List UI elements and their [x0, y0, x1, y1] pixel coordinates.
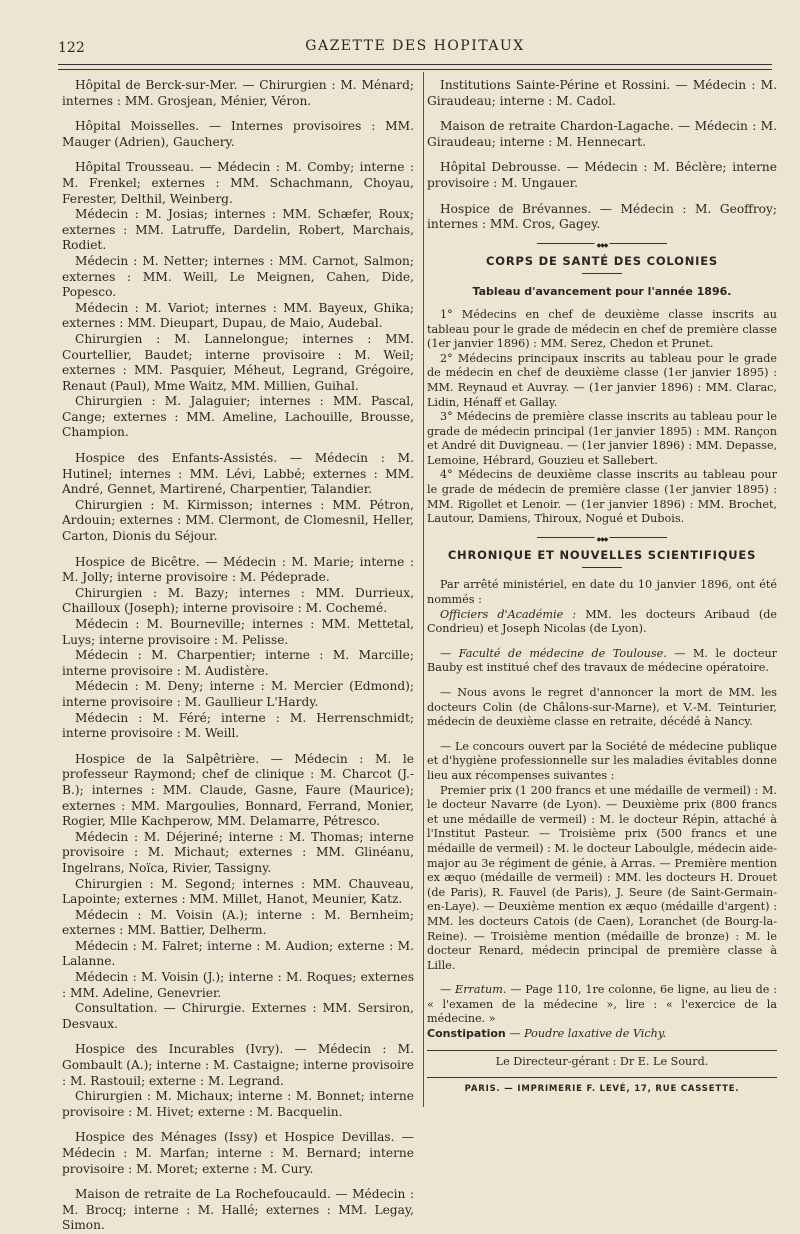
right-column [427, 78, 777, 1098]
italic-label: Faculté de médecine de Toulouse. [458, 646, 667, 660]
advertisement: Constipation — Poudre laxative de Vichy. [427, 1027, 667, 1041]
paragraph: Chirurgien : M. Segond; internes : MM. Chauveau, Lapointe; externes : MM. Millet, Hanot, Meunier, Katz. [62, 876, 414, 907]
section-separator [537, 537, 667, 538]
paragraph: Hospice de la Salpêtrière. — Médecin : M. le professeur Raymond; chef de clinique : M. Charcot (J.-B.); internes : MM. Claude, Gasne, Faure (Maurice); externes : MM. Margoulies, Bonnard, Ferrand, Monier, Rogier, Mlle Kachperow, MM. Delamarre, Pétresco. [62, 751, 414, 829]
column-divider [423, 72, 424, 1107]
paragraph: Hôpital Trousseau. — Médecin : M. Comby; interne : M. Frenkel; externes : MM. Schachmann, Choyau, Ferester, Delthil, Weinberg. [62, 160, 414, 206]
paragraph: Maison de retraite Chardon-Lagache. — Médecin : M. Giraudeau; interne : M. Hennecart. [427, 119, 777, 149]
italic-label: Officiers d'Académie : [440, 607, 577, 621]
section-heading: CORPS DE SANTÉ DES COLONIES [486, 253, 718, 268]
paragraph: Chirurgien : M. Michaux; interne : M. Bonnet; interne provisoire : M. Hivet; externe : M. Bacquelin. [62, 1089, 414, 1119]
paragraph: Médecin : M. Netter; internes : MM. Carnot, Salmon; externes : MM. Weill, Le Meignen, Cahen, Dide, Popesco. [62, 253, 414, 300]
header-rule-thin [58, 69, 772, 70]
paragraph: Hôpital Debrousse. — Médecin : M. Béclère; interne provisoire : M. Ungauer. [427, 160, 777, 190]
paragraph: Médecin : M. Voisin (J.); interne : M. Roques; externes : MM. Adeline, Genevrier. [62, 970, 414, 1000]
paragraph: 4° Médecins de deuxième classe inscrits au tableau pour le grade de médecin de première classe (1er janvier 1895) : MM. Rigollet et Lenoir. — (1er janvier 1896) : MM. Brochet, Lautour, Damiens, Thiroux, Nogué et Dubois. [427, 468, 777, 526]
paragraph: Médecin : M. Deny; interne : M. Mercier (Edmond); interne provisoire : M. Gaullieur L'Hardy. [62, 679, 414, 709]
printer-line: PARIS. — IMPRIMERIE F. LEVÉ, 17, RUE CASSETTE. [464, 1084, 740, 1095]
paragraph: 1° Médecins en chef de deuxième classe inscrits au tableau pour le grade de médecin en chef de première classe (1er janvier 1896) : MM. Serez, Chedon et Prunet. [427, 307, 777, 351]
paragraph: Médecin : M. Féré; interne : M. Herrenschmidt; interne provisoire : M. Weill. [62, 710, 414, 741]
paragraph: Chirurgien : M. Jalaguier; internes : MM. Pascal, Cange; externes : MM. Ameline, Lachouille, Brousse, Champion. [62, 394, 414, 440]
director-line: Le Directeur-gérant : Dr E. Le Sourd. [495, 1054, 709, 1068]
paragraph: Maison de retraite de La Rochefoucauld. — Médecin : M. Brocq; interne : M. Hallé; externes : MM. Legay, Simon. [62, 1187, 414, 1233]
paragraph: Médecin : M. Charpentier; interne : M. Marcille; interne provisoire : M. Audistère. [62, 648, 414, 678]
running-title: GAZETTE DES HOPITAUX [305, 38, 525, 54]
text: MM. les docteurs Aribaud (de Condrieu) et Joseph Nicolas (de Lyon). [427, 607, 777, 636]
paragraph: Hospice de Bicêtre. — Médecin : M. Marie; interne : M. Jolly; interne provisoire : M. Pédeprade. [62, 554, 414, 585]
subheading: Tableau d'avancement pour l'année 1896. [472, 285, 732, 299]
header-rule [58, 64, 772, 65]
paragraph: Hospice des Enfants-Assistés. — Médecin : M. Hutinel; internes : MM. Lévi, Labbé; externes : MM. André, Gennet, Martirené, Charpentier, Talandier. [62, 451, 414, 497]
ad-label: Constipation [427, 1027, 506, 1041]
italic-label: Erratum. [455, 983, 507, 997]
footer-rule [427, 1050, 777, 1051]
paragraph: — Nous avons le regret d'annoncer la mort de MM. les docteurs Colin (de Châlons-sur-Marne), et V.-M. Teinturier, médecin de deuxième classe en retraite, décédé à Nancy. [427, 686, 777, 729]
paragraph: 2° Médecins principaux inscrits au tableau pour le grade de médecin en chef de deuxième classe (1er janvier 1895) : MM. Reynaud et Auvray. — (1er janvier 1896) : MM. Clarac, Lidin, Hénaff et Gallay. [427, 351, 777, 409]
section-heading: CHRONIQUE ET NOUVELLES SCIENTIFIQUES [447, 547, 757, 562]
paragraph: Médecin : M. Voisin (A.); interne : M. Bernheim; externes : MM. Battier, Delherm. [62, 907, 414, 938]
paragraph: Hospice de Brévannes. — Médecin : M. Geoffroy; internes : MM. Cros, Gagey. [427, 201, 777, 232]
paragraph: Par arrêté ministériel, en date du 10 janvier 1896, ont été nommés : [427, 578, 777, 607]
short-rule [582, 567, 622, 568]
page-header [58, 36, 772, 60]
paragraph: Médecin : M. Variot; internes : MM. Bayeux, Ghika; externes : MM. Dieupart, Dupau, de Maio, Audebal. [62, 300, 414, 331]
paragraph: Médecin : M. Falret; interne : M. Audion; externe : M. Lalanne. [62, 938, 414, 969]
paragraph: — Faculté de médecine de Toulouse. — M. le docteur Bauby est institué chef des travaux de médecine opératoire. [427, 646, 777, 675]
footer-rule [427, 1077, 777, 1078]
text: — Page 110, 1re colonne, 6e ligne, au lieu de : « l'examen de la médecine », lire : « l'exercice de la médecine. » [427, 983, 778, 1026]
paragraph: Chirurgien : M. Kirmisson; internes : MM. Pétron, Ardouin; externes : MM. Clermont, de Clomesnil, Heller, Carton, Dionis du Séjour. [62, 497, 414, 544]
page-number: 122 [58, 40, 85, 56]
paragraph: Médecin : M. Josias; internes : MM. Schæfer, Roux; externes : MM. Latruffe, Dardelin, Robert, Marchais, Rodiet. [62, 207, 414, 253]
paragraph: Hôpital de Berck-sur-Mer. — Chirurgien : M. Ménard; internes : MM. Grosjean, Ménier, Véron. [62, 78, 414, 108]
paragraph: 3° Médecins de première classe inscrits au tableau pour le grade de médecin principal (1er janvier 1895) : MM. Rançon et André dit Duvigneau. — (1er janvier 1896) : MM. Depasse, Lemoine, Hébrard, Gouzieu et Sallebert. [427, 410, 777, 467]
paragraph: Chirurgien : M. Bazy; internes : MM. Durrieux, Chailloux (Joseph); interne provisoire : M. Cochemé. [62, 585, 414, 616]
paragraph: Institutions Sainte-Périne et Rossini. — Médecin : M. Giraudeau; interne : M. Cadol. [427, 78, 777, 108]
ad-text: Poudre laxative de Vichy. [524, 1027, 667, 1041]
paragraph: Hôpital Moisselles. — Internes provisoires : MM. Mauger (Adrien), Gauchery. [62, 119, 414, 149]
text: — M. le docteur Bauby est institué chef des travaux de médecine opératoire. [427, 646, 777, 675]
left-column [62, 78, 414, 1234]
paragraph: Médecin : M. Bourneville; internes : MM. Mettetal, Luys; interne provisoire : M. Pelisse. [62, 617, 414, 647]
short-rule [582, 273, 622, 274]
paragraph [427, 608, 777, 637]
paragraph: — Le concours ouvert par la Société de médecine publique et d'hygiène professionnelle sur les maladies évitables donne lieu aux récompenses suivantes : [427, 739, 777, 782]
paragraph: Hospice des Ménages (Issy) et Hospice Devillas. — Médecin : M. Marfan; interne : M. Bernard; interne provisoire : M. Moret; externe : M. Cury. [62, 1130, 414, 1176]
paragraph: Hospice des Incurables (Ivry). — Médecin : M. Gombault (A.); interne : M. Castaigne; interne provisoire : M. Rastouil; externe : M. Legrand. [62, 1042, 414, 1088]
paragraph: Consultation. — Chirurgie. Externes : MM. Sersiron, Desvaux. [62, 1001, 414, 1031]
paragraph: Chirurgien : M. Lannelongue; internes : MM. Courtellier, Baudet; interne provisoire : M. Weil; externes : MM. Pasquier, Méheut, Legrand, Grégoire, Renaut (Paul), Mme Waitz, MM. Millien, Guihal. [62, 331, 414, 393]
paragraph: — Erratum. — Page 110, 1re colonne, 6e ligne, au lieu de : « l'examen de la médecine », lire : « l'exercice de la médecine. » [427, 983, 778, 1026]
paragraph: Premier prix (1 200 francs et une médaille de vermeil) : M. le docteur Navarre (de Lyon). — Deuxième prix (800 francs et une médaille de vermeil) : M. le docteur Répin, attaché à l'Institut Pasteur. — Troisième prix (500 francs et une médaille de vermeil) : M. le docteur Laboulgle, médecin aide-major au 3e régiment de génie, à Arras. — Première mention ex æquo (médaille de vermeil) : MM. les docteurs H. Drouet (de Paris), R. Fauvel (de Paris), J. Seure (de Saint-Germain-en-Laye). — Deuxième mention ex æquo (médaille d'argent) : MM. les docteurs Catois (de Caen), Loranchet (de Bourg-la-Reine). — Troisième mention (médaille de bronze) : M. le docteur Renard, médecin principal de première classe à Lille. [427, 783, 777, 972]
section-separator [537, 243, 667, 244]
paragraph: Médecin : M. Déjeriné; interne : M. Thomas; interne provisoire : M. Michaut; externes : MM. Glinéanu, Ingelrans, Noïca, Rivier, Tassigny. [62, 829, 414, 875]
